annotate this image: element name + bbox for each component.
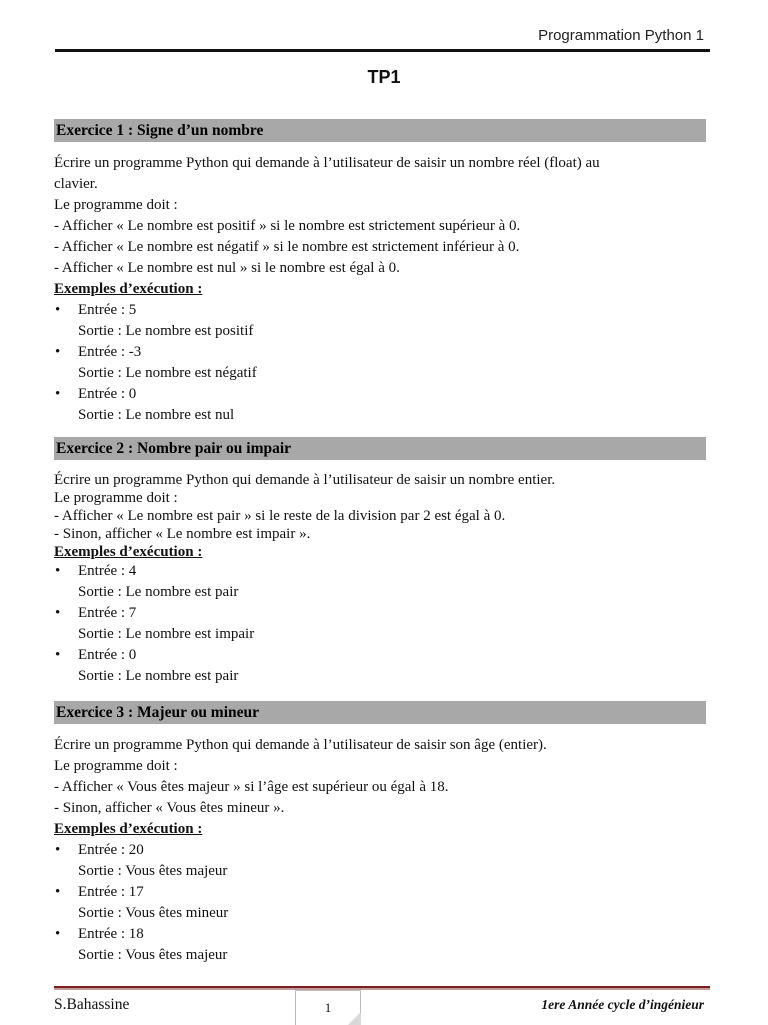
page-number: 1: [324, 1000, 332, 1015]
exercise-1-intro-line: Écrire un programme Python qui demande à l’utilisateur de saisir un nombre réel (float) au: [54, 155, 600, 171]
page-footer: [54, 986, 710, 1024]
example-input: Entrée : 0: [78, 386, 137, 402]
example-input: Entrée : 17: [78, 884, 144, 900]
page-number-tab: [295, 990, 361, 1025]
example-item: [54, 300, 706, 342]
example-output: Sortie : Vous êtes mineur: [78, 905, 229, 921]
page-curl-icon: [347, 1013, 361, 1025]
exercise-3-examples-heading: Exemples d’exécution :: [54, 821, 203, 837]
exercise-2-intro-line: Le programme doit :: [54, 490, 178, 506]
exercise-3: [54, 701, 706, 966]
example-item: [54, 342, 706, 384]
footer-rule: [54, 986, 710, 988]
footer-course-level: 1ere Année cycle d’ingénieur: [541, 997, 704, 1012]
exercise-3-examples-list: [54, 840, 706, 966]
exercise-3-intro-line: Le programme doit :: [54, 758, 178, 774]
bullet-icon: •: [55, 605, 61, 621]
exercise-1-intro-line: - Afficher « Le nombre est négatif » si le nombre est strictement inférieur à 0.: [54, 239, 520, 255]
exercise-1-heading: Exercice 1 : Signe d’un nombre: [54, 119, 706, 142]
bullet-icon: •: [55, 842, 61, 858]
exercise-3-intro-line: Écrire un programme Python qui demande à l’utilisateur de saisir son âge (entier).: [54, 737, 547, 753]
example-output: Sortie : Vous êtes majeur: [78, 947, 228, 963]
exercise-1-intro-line: - Afficher « Le nombre est nul » si le nombre est égal à 0.: [54, 260, 400, 276]
example-input: Entrée : 7: [78, 605, 137, 621]
example-input: Entrée : 5: [78, 302, 137, 318]
example-item: [54, 384, 706, 426]
exercise-2-examples-heading: Exemples d’exécution :: [54, 544, 203, 560]
example-input: Entrée : 18: [78, 926, 144, 942]
example-output: Sortie : Le nombre est positif: [78, 323, 254, 339]
example-input: Entrée : 4: [78, 563, 137, 579]
exercise-3-intro-line: - Sinon, afficher « Vous êtes mineur ».: [54, 800, 285, 816]
example-item: [54, 561, 706, 603]
example-input: Entrée : -3: [78, 344, 142, 360]
example-output: Sortie : Le nombre est pair: [78, 668, 239, 684]
example-item: [54, 840, 706, 882]
exercise-1-intro-line: Le programme doit :: [54, 197, 178, 213]
bullet-icon: •: [55, 563, 61, 579]
exercise-2-examples-list: [54, 561, 706, 687]
example-output: Sortie : Le nombre est nul: [78, 407, 235, 423]
bullet-icon: •: [55, 302, 61, 318]
example-item: [54, 645, 706, 687]
example-input: Entrée : 20: [78, 842, 144, 858]
example-item: [54, 882, 706, 924]
exercise-1-examples-list: [54, 300, 706, 426]
exercise-1-examples-heading: Exemples d’exécution :: [54, 281, 203, 297]
example-output: Sortie : Le nombre est négatif: [78, 365, 257, 381]
footer-author: S.Bahassine: [54, 996, 130, 1013]
bullet-icon: •: [55, 344, 61, 360]
exercise-1-intro-line: clavier.: [54, 176, 98, 192]
example-input: Entrée : 0: [78, 647, 137, 663]
page-header: [55, 24, 710, 52]
exercise-2-intro-line: - Sinon, afficher « Le nombre est impair ».: [54, 526, 311, 542]
example-output: Sortie : Le nombre est impair: [78, 626, 255, 642]
exercise-3-intro-line: - Afficher « Vous êtes majeur » si l’âge est supérieur ou égal à 18.: [54, 779, 449, 795]
bullet-icon: •: [55, 884, 61, 900]
exercise-2-intro-line: Écrire un programme Python qui demande à l’utilisateur de saisir un nombre entier.: [54, 472, 556, 488]
bullet-icon: •: [55, 647, 61, 663]
exercise-3-heading: Exercice 3 : Majeur ou mineur: [54, 701, 706, 724]
header-course-title: Programmation Python 1: [538, 27, 704, 44]
document-title: TP1: [367, 67, 401, 87]
example-item: [54, 924, 706, 966]
exercise-1: [54, 119, 706, 426]
exercise-2-heading: Exercice 2 : Nombre pair ou impair: [54, 437, 706, 460]
example-output: Sortie : Vous êtes majeur: [78, 863, 228, 879]
exercise-2: [54, 437, 706, 687]
example-item: [54, 603, 706, 645]
exercise-2-intro-line: - Afficher « Le nombre est pair » si le reste de la division par 2 est égal à 0.: [54, 508, 506, 524]
example-output: Sortie : Le nombre est pair: [78, 584, 239, 600]
exercise-1-intro-line: - Afficher « Le nombre est positif » si le nombre est strictement supérieur à 0.: [54, 218, 521, 234]
bullet-icon: •: [55, 386, 61, 402]
bullet-icon: •: [55, 926, 61, 942]
